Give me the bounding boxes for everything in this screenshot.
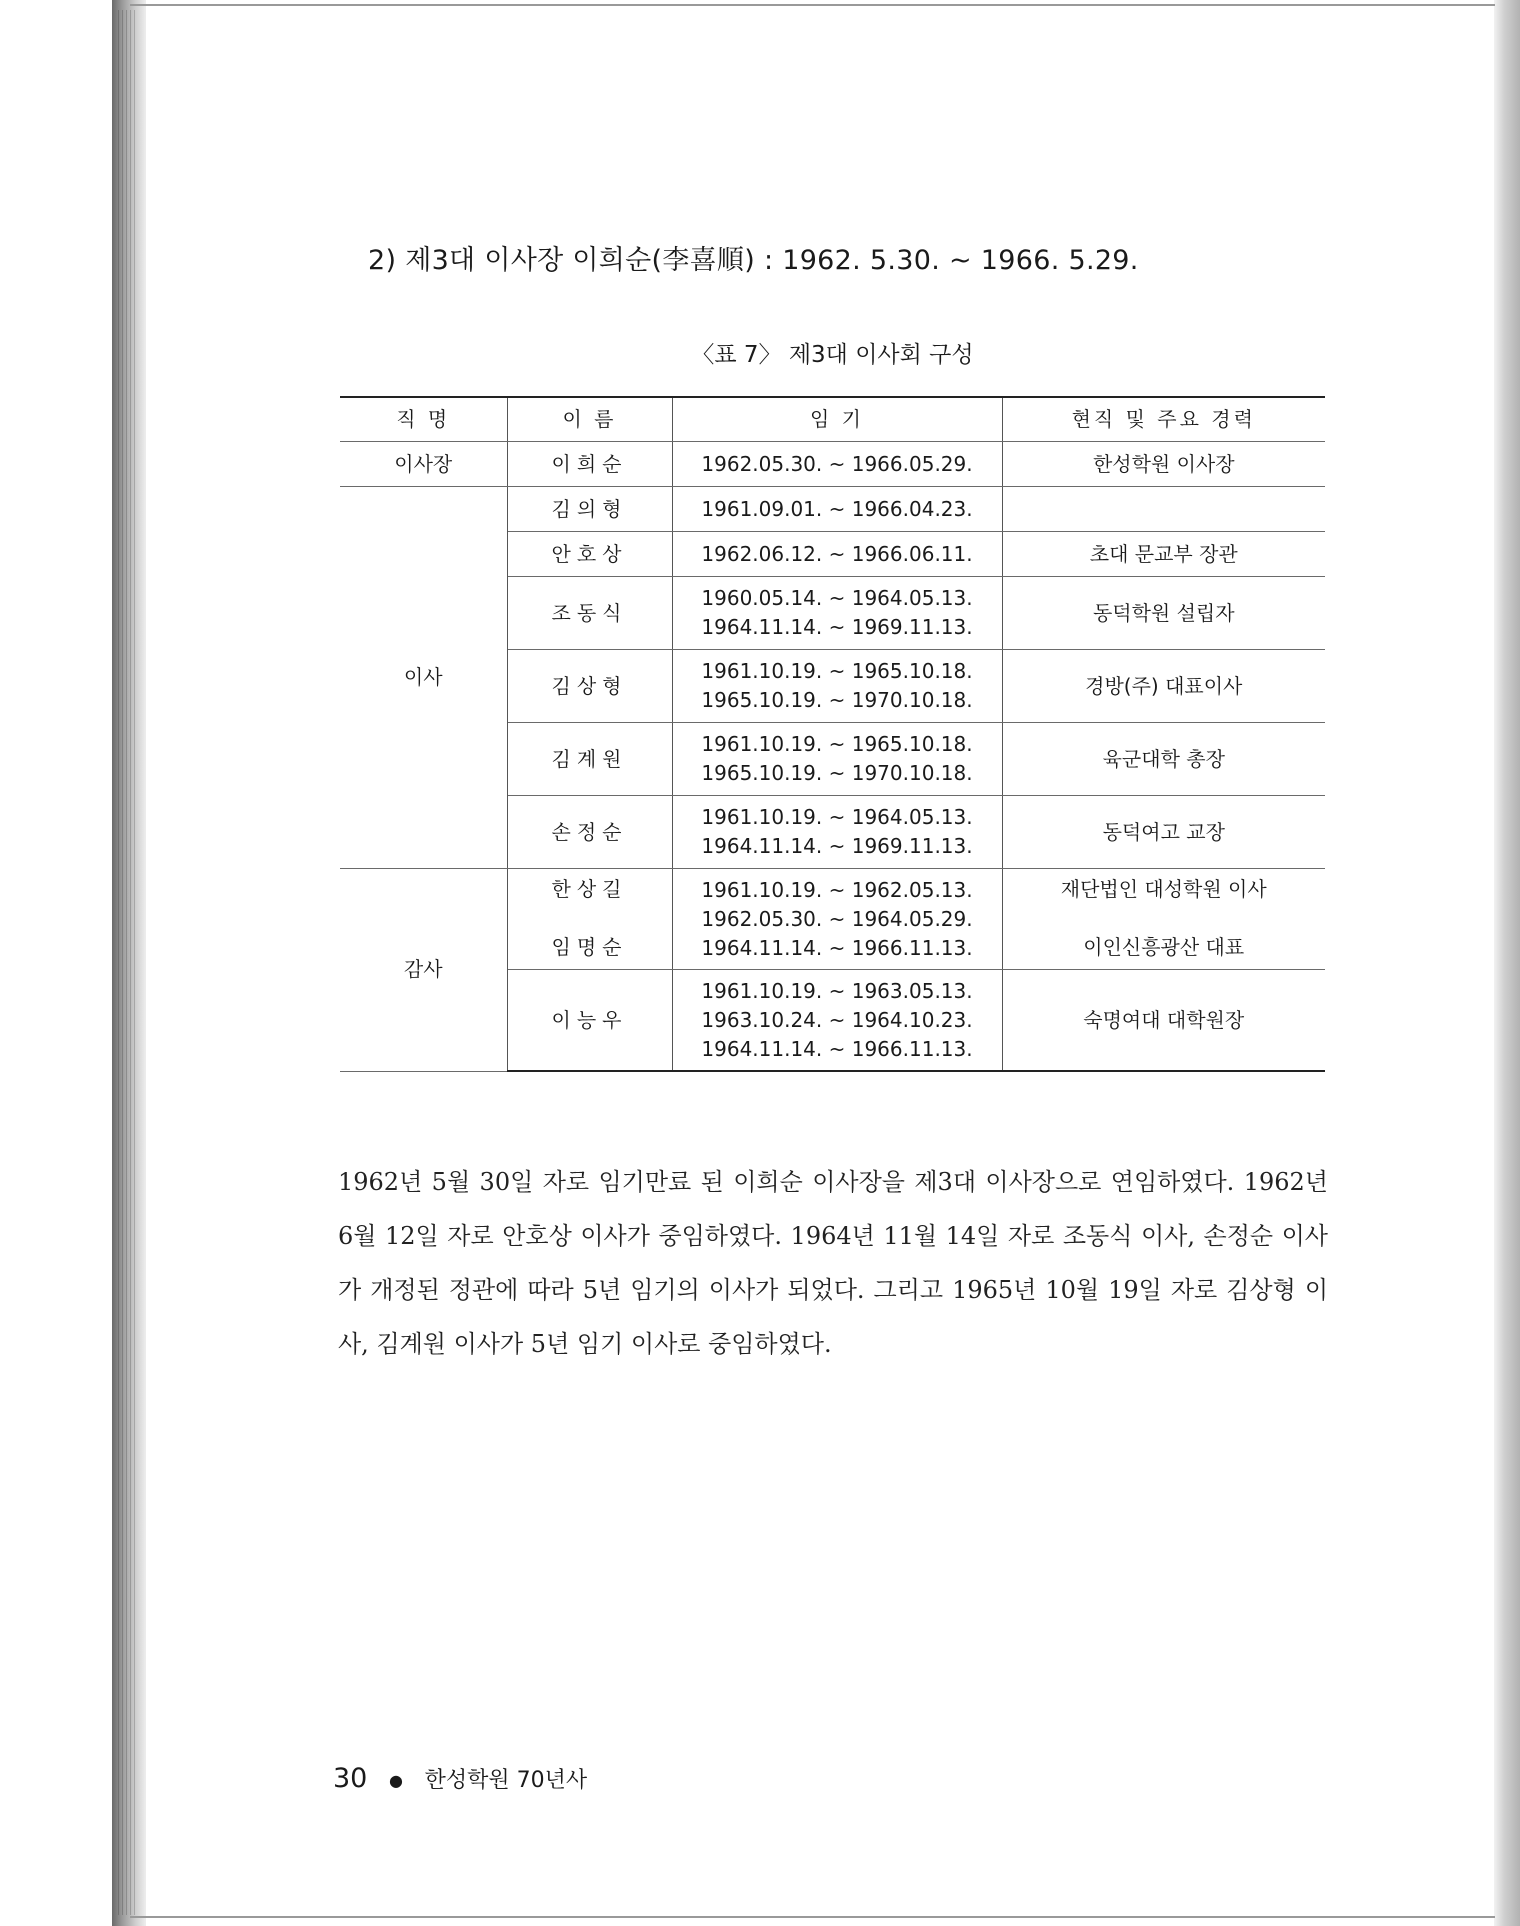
term-cell <box>672 723 1002 796</box>
term-line: 1961.10.19. ~ 1965.10.18. <box>701 732 973 756</box>
name-cell: 손정순 <box>507 796 672 869</box>
auditor-name: 임명순 <box>551 935 628 959</box>
career-cell <box>1002 487 1325 532</box>
section-heading: 2) 제3대 이사장 이희순(李喜順) : 1962. 5.30. ~ 1966. 5.29. <box>368 245 1139 276</box>
role-cell: 이사장 <box>340 442 507 487</box>
name-cell: 이능우 <box>507 970 672 1072</box>
role-cell-directors: 이사 <box>340 487 507 869</box>
term-line: 1963.10.24. ~ 1964.10.23. <box>701 1007 973 1032</box>
term-cell <box>672 532 1002 577</box>
table-header-row <box>340 397 1325 442</box>
term-line: 1964.11.14. ~ 1966.11.13. <box>701 935 973 960</box>
bottom-edge-line <box>130 1916 1495 1918</box>
auditor-name: 한상길 <box>551 877 628 901</box>
career-cell: 초대 문교부 장관 <box>1002 532 1325 577</box>
top-edge-line <box>130 4 1495 6</box>
term-cell <box>672 796 1002 869</box>
name-cell: 조동식 <box>507 577 672 650</box>
name-cell: 김의형 <box>507 487 672 532</box>
term-line: 1962.05.30. ~ 1964.05.29. <box>701 906 973 931</box>
auditor-role-label: 감사 <box>403 957 443 981</box>
term-line: 1964.11.14. ~ 1969.11.13. <box>701 615 973 639</box>
term-line: 1961.10.19. ~ 1965.10.18. <box>701 659 973 683</box>
term-line: 1961.10.19. ~ 1964.05.13. <box>701 805 973 829</box>
board-composition-table <box>340 396 1325 1072</box>
name-cell: 김계원 <box>507 723 672 796</box>
header-term: 임 기 <box>672 397 1002 442</box>
page-stack-lines <box>118 10 138 1915</box>
table-row-auditors <box>340 869 1325 970</box>
term-line: 1961.09.01. ~ 1966.04.23. <box>701 496 973 521</box>
career-cell <box>1002 869 1325 970</box>
term-line: 1965.10.19. ~ 1970.10.18. <box>701 761 973 785</box>
term-line: 1964.11.14. ~ 1966.11.13. <box>701 1036 973 1061</box>
book-title: 한성학원 70년사 <box>424 1768 588 1793</box>
term-cell <box>672 487 1002 532</box>
header-career: 현직 및 주요 경력 <box>1002 397 1325 442</box>
page-number: 30 <box>333 1763 368 1794</box>
auditor-career: 재단법인 대성학원 이사 <box>1060 877 1267 901</box>
bullet-icon: ● <box>389 1770 403 1790</box>
term-cell <box>672 869 1002 970</box>
header-name: 이 름 <box>507 397 672 442</box>
term-cell <box>672 577 1002 650</box>
name-cell: 안호상 <box>507 532 672 577</box>
name-cell <box>507 869 672 970</box>
table-row-chairman <box>340 442 1325 487</box>
term-line: 1962.06.12. ~ 1966.06.11. <box>701 541 973 566</box>
career-cell: 경방(주) 대표이사 <box>1002 650 1325 723</box>
term-line: 1965.10.19. ~ 1970.10.18. <box>701 688 973 712</box>
table-row-director <box>340 487 1325 532</box>
name-cell: 이희순 <box>507 442 672 487</box>
header-role: 직 명 <box>340 397 507 442</box>
auditor-career: 이인신흥광산 대표 <box>1083 935 1245 959</box>
career-cell: 한성학원 이사장 <box>1002 442 1325 487</box>
term-line: 1961.10.19. ~ 1962.05.13. <box>701 877 973 902</box>
right-page-shadow <box>1494 0 1520 1926</box>
table-caption: 〈표 7〉 제3대 이사회 구성 <box>691 342 974 368</box>
role-cell-auditors <box>340 869 507 1072</box>
page-footer <box>333 1763 587 1794</box>
body-paragraph: 1962년 5월 30일 자로 임기만료 된 이희순 이사장을 제3대 이사장으로 연임하였다. 1962년 6월 12일 자로 안호상 이사가 중임하였다. 1964년 11월 14일 자로 조동식 이사, 손정순 이사가 개정된 정관에 따라 5년 임기의 이사가 되었다. 그리고 1965년 10월 19일 자로 김상형 이사, 김계원 이사가 5년 임기 이사로 중임하였다. <box>338 1168 1328 1358</box>
term-line: 1960.05.14. ~ 1964.05.13. <box>701 586 973 610</box>
name-cell: 김상형 <box>507 650 672 723</box>
term-cell <box>672 442 1002 487</box>
term-line: 1962.05.30. ~ 1966.05.29. <box>701 451 973 476</box>
career-cell: 숙명여대 대학원장 <box>1002 970 1325 1072</box>
career-cell: 동덕학원 설립자 <box>1002 577 1325 650</box>
term-cell <box>672 650 1002 723</box>
career-cell: 동덕여고 교장 <box>1002 796 1325 869</box>
term-line: 1961.10.19. ~ 1963.05.13. <box>701 978 973 1003</box>
term-line: 1964.11.14. ~ 1969.11.13. <box>701 834 973 858</box>
term-cell <box>672 970 1002 1072</box>
career-cell: 육군대학 총장 <box>1002 723 1325 796</box>
